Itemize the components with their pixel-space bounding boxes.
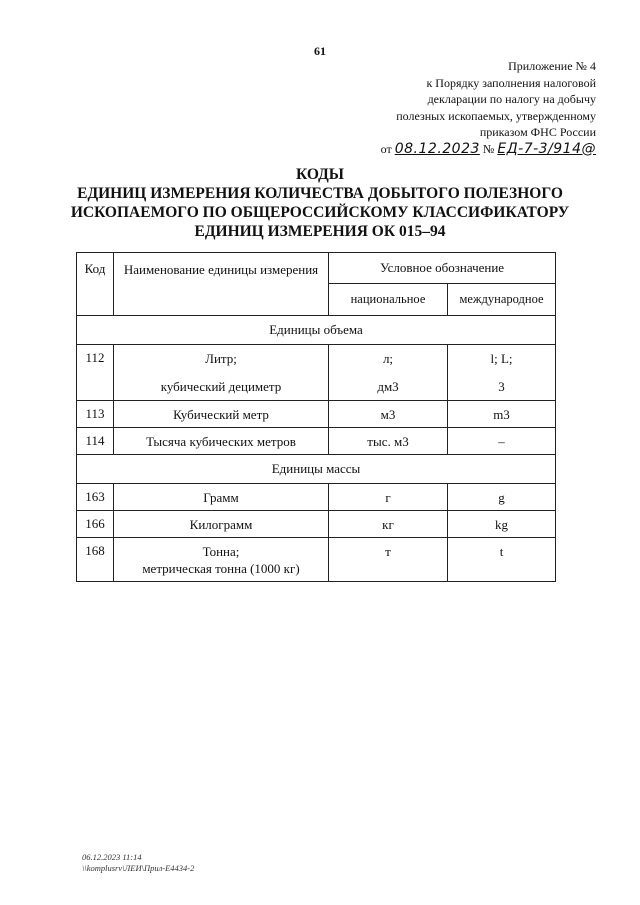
row-international: t (448, 538, 556, 582)
row-code: 113 (77, 401, 114, 428)
order-from-label: от (380, 141, 392, 156)
footer-file-path: \\komplusrv\ЛЕИ\Прил-Е4434-2 (82, 863, 195, 873)
row-code: 112 (77, 345, 114, 401)
header-national: национальное (329, 283, 448, 315)
row-name: Грамм (114, 484, 329, 511)
appendix-line-5: приказом ФНС России (479, 125, 596, 139)
row-national: м3 (329, 401, 448, 428)
row-national: г (329, 484, 448, 511)
group-volume: Единицы объема (77, 316, 556, 345)
row-name-line-2: кубический дециметр (160, 379, 282, 394)
row-code: 166 (77, 511, 114, 538)
row-name-line-1: Литр; (205, 351, 237, 366)
header-name: Наименование единицы измерения (114, 253, 329, 316)
appendix-line-4: полезных ископаемых, утвержденному (396, 108, 596, 123)
header-designation: Условное обозначение (329, 253, 556, 284)
document-title (40, 165, 600, 241)
table-row (77, 484, 556, 511)
appendix-line-1: Приложение № 4 (508, 59, 596, 73)
row-name: Килограмм (114, 511, 329, 538)
appendix-line-3: декларации по налогу на добычу (427, 92, 596, 106)
order-date: 08.12.2023 (394, 140, 480, 157)
row-international: kg (448, 511, 556, 538)
row-code: 163 (77, 484, 114, 511)
appendix-header (336, 58, 596, 157)
row-international (448, 345, 556, 401)
row-name (114, 345, 329, 401)
page-number: 61 (314, 44, 326, 58)
row-international-line-2: 3 (498, 379, 505, 394)
row-code: 114 (77, 428, 114, 455)
row-international-line-1: l; L; (490, 351, 513, 366)
order-number: ЕД-7-3/914@ (497, 140, 596, 157)
table-row (77, 511, 556, 538)
row-name: Тысяча кубических метров (114, 428, 329, 455)
row-national (329, 345, 448, 401)
appendix-line-2: к Порядку заполнения налоговой (426, 75, 596, 90)
footer-timestamp: 06.12.2023 11:14 (82, 852, 142, 862)
row-name-line-1: Тонна; (202, 544, 240, 559)
units-table (76, 252, 556, 582)
title-line-1: КОДЫ (295, 166, 345, 183)
row-national-line-1: л; (382, 351, 394, 366)
title-line-2: ЕДИНИЦ ИЗМЕРЕНИЯ КОЛИЧЕСТВА ДОБЫТОГО ПОЛЕЗНОГО (77, 185, 563, 202)
row-international: m3 (448, 401, 556, 428)
group-mass: Единицы массы (77, 455, 556, 484)
table-row (77, 345, 556, 401)
title-line-4: ЕДИНИЦ ИЗМЕРЕНИЯ ОК 015–94 (194, 223, 446, 240)
table-row (77, 538, 556, 582)
row-national: тыс. м3 (329, 428, 448, 455)
header-code: Код (77, 253, 114, 316)
row-national: т (329, 538, 448, 582)
order-number-label: № (482, 141, 495, 156)
row-international: – (448, 428, 556, 455)
table-row (77, 401, 556, 428)
order-line (336, 141, 596, 158)
row-name-line-2: метрическая тонна (1000 кг) (142, 561, 300, 576)
row-national: кг (329, 511, 448, 538)
title-line-3: ИСКОПАЕМОГО ПО ОБЩЕРОССИЙСКОМУ КЛАССИФИКАТОРУ (70, 204, 570, 221)
footer-stamp (82, 852, 194, 874)
row-code: 168 (77, 538, 114, 582)
row-national-line-2: дм3 (377, 379, 399, 394)
row-name (114, 538, 329, 582)
table-row (77, 428, 556, 455)
row-international: g (448, 484, 556, 511)
header-international: международное (448, 283, 556, 315)
row-name: Кубический метр (114, 401, 329, 428)
